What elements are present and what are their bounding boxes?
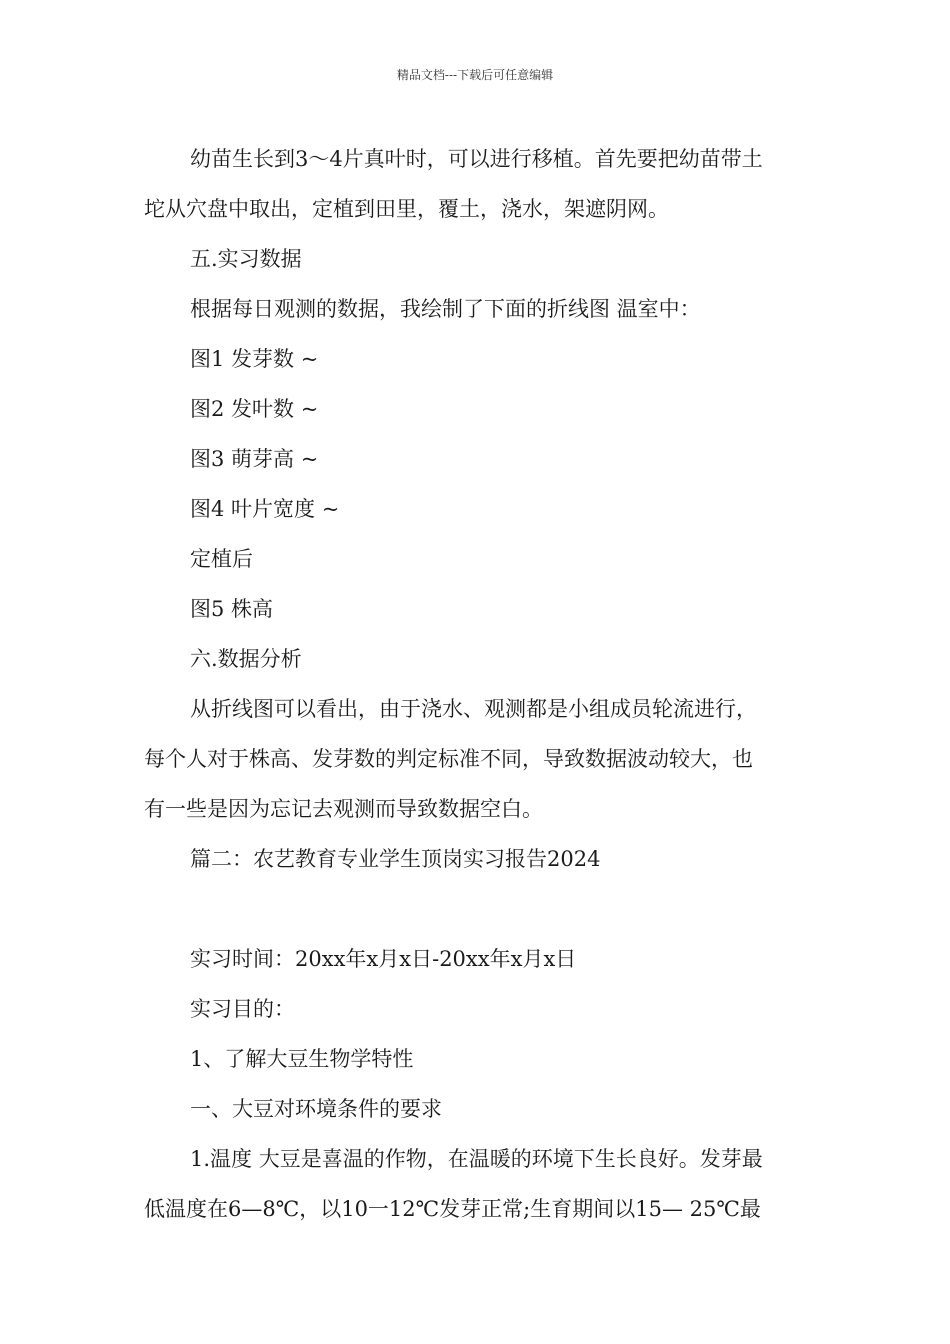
paragraph-line: 有一些是因为忘记去观测而导致数据空白。	[144, 797, 543, 821]
list-item: 1、了解大豆生物学特性	[190, 1047, 414, 1071]
paragraph-line: 根据每日观测的数据，我绘制了下面的折线图 温室中：	[190, 297, 701, 321]
section-heading: 六.数据分析	[190, 647, 302, 671]
paragraph-line: 定植后	[190, 547, 253, 571]
section-heading: 五.实习数据	[190, 247, 302, 271]
blank-line	[144, 884, 809, 934]
paragraph-line: 每个人对于株高、发芽数的判定标准不同，导致数据波动较大，也	[144, 747, 753, 771]
figure-caption: 图2 发叶数 ~	[190, 397, 319, 421]
section-heading: 一、大豆对环境条件的要求	[190, 1097, 442, 1121]
document-title: 篇二：农艺教育专业学生顶岗实习报告2024	[190, 847, 601, 871]
figure-caption: 图3 萌芽高 ~	[190, 447, 319, 471]
figure-caption: 图4 叶片宽度 ~	[190, 497, 340, 521]
page-header: 精品文档---下载后可任意编辑	[396, 68, 554, 82]
paragraph-line: 1.温度 大豆是喜温的作物，在温暖的环境下生长良好。发芽最	[190, 1147, 763, 1171]
paragraph-line: 从折线图可以看出，由于浇水、观测都是小组成员轮流进行，	[190, 697, 757, 721]
paragraph-line: 低温度在6—8℃，以10一12℃发芽正常;生育期间以15— 25℃最	[144, 1197, 761, 1221]
figure-caption: 图1 发芽数 ~	[190, 347, 319, 371]
paragraph-line: 实习目的：	[190, 997, 295, 1021]
paragraph-line: 实习时间：20xx年x月x日-20xx年x月x日	[190, 947, 577, 971]
paragraph-line: 坨从穴盘中取出，定植到田里，覆土，浇水，架遮阴网。	[144, 197, 669, 221]
paragraph-line: 幼苗生长到3～4片真叶时，可以进行移植。首先要把幼苗带土	[190, 147, 763, 171]
document-body	[144, 134, 809, 1234]
figure-caption: 图5 株高	[190, 597, 274, 621]
